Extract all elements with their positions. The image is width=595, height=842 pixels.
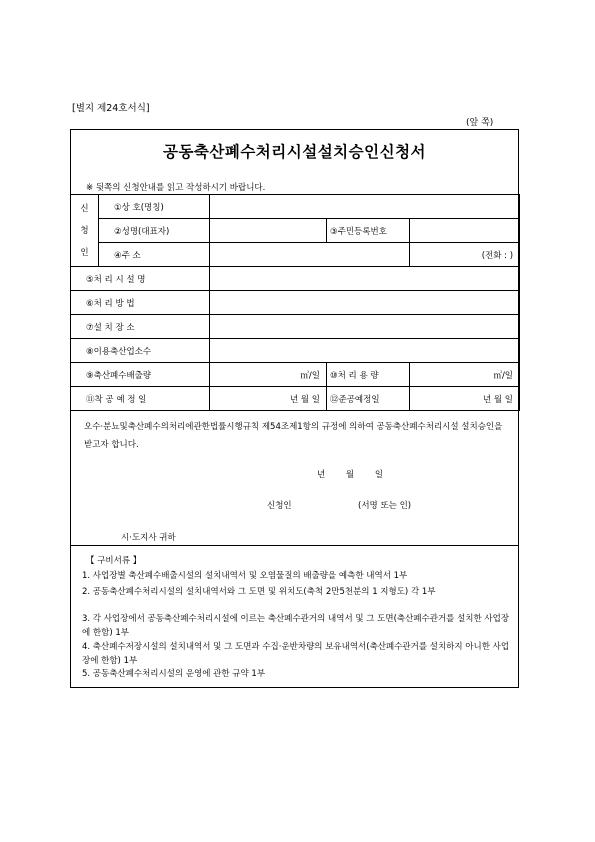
required-doc-item: 1. 사업장별 축산폐수배출시설의 설치내역서 및 오염물질의 배출량을 예측한 내역서 1부 xyxy=(82,571,408,581)
address-label: ④주 소 xyxy=(99,243,210,267)
location-field[interactable] xyxy=(210,315,520,339)
start-date-field[interactable]: 년 월 일 xyxy=(210,387,327,411)
complete-date-field[interactable]: 년 월 일 xyxy=(410,387,520,411)
resident-number-field[interactable] xyxy=(410,219,520,243)
applicant-label: 신청인 xyxy=(267,501,292,511)
start-date-label: ⑪착 공 예 정 일 xyxy=(71,387,210,411)
farms-label: ⑧이용축산업소수 xyxy=(71,339,210,363)
applicant-group-label xyxy=(71,195,99,267)
row-trade-name xyxy=(71,195,520,219)
row-representative xyxy=(71,219,520,243)
application-table xyxy=(70,194,520,411)
row-address xyxy=(71,243,520,267)
method-label: ⑥처 리 방 법 xyxy=(71,291,210,315)
location-label: ⑦설 치 장 소 xyxy=(71,315,210,339)
notice-text: ※ 뒷쪽의 신청안내를 읽고 작성하시기 바랍니다. xyxy=(86,183,266,193)
required-doc-item: 4. 축산폐수저장시설의 설치내역서 및 그 도면과 수집·운반차량의 보유내역서(축산폐수관거를 설치하지 아니한 사업장에 한함) 1부 xyxy=(82,642,510,666)
applicant-group-char: 청 xyxy=(80,225,89,236)
form-title: 공동축산폐수처리시설설치승인신청서 xyxy=(162,143,427,161)
row-location xyxy=(71,315,520,339)
row-dates xyxy=(71,387,520,411)
trade-name-label: ①상 호(명칭) xyxy=(99,195,210,219)
wastewater-field[interactable]: ㎥/일 xyxy=(210,363,327,387)
row-method xyxy=(71,291,520,315)
required-doc-item: 5. 공동축산폐수처리시설의 운영에 관한 규약 1부 xyxy=(82,669,266,679)
form-number-label: [별지 제24호서식] xyxy=(72,103,150,114)
phone-field[interactable]: (전화 : ) xyxy=(410,243,520,267)
capacity-field[interactable]: ㎥/일 xyxy=(410,363,520,387)
capacity-label: ⑩처 리 용 량 xyxy=(327,363,410,387)
farms-field[interactable] xyxy=(210,339,520,363)
application-date[interactable]: 년 월 일 xyxy=(317,470,384,480)
section-divider xyxy=(70,545,519,546)
method-field[interactable] xyxy=(210,291,520,315)
address-field[interactable] xyxy=(210,243,410,267)
representative-label: ②성명(대표자) xyxy=(99,219,210,243)
required-docs-header: 【 구비서류 】 xyxy=(86,556,142,566)
row-farms xyxy=(71,339,520,363)
representative-field[interactable] xyxy=(210,219,327,243)
trade-name-field[interactable] xyxy=(210,195,520,219)
resident-number-label: ③주민등록번호 xyxy=(327,219,410,243)
row-wastewater xyxy=(71,363,520,387)
applicant-group-char: 인 xyxy=(80,247,89,258)
row-facility-name xyxy=(71,267,520,291)
applicant-group-char: 신 xyxy=(80,203,89,214)
required-doc-item: 2. 공동축산폐수처리시설의 설치내역서와 그 도면 및 위치도(축척 2만5천분의 1 지형도) 각 1부 xyxy=(82,587,436,597)
wastewater-label: ⑨축산폐수배출량 xyxy=(71,363,210,387)
facility-name-field[interactable] xyxy=(210,267,520,291)
signature-label[interactable]: (서명 또는 인) xyxy=(358,501,412,511)
complete-date-label: ⑫준공예정일 xyxy=(327,387,410,411)
facility-name-label: ⑤처 리 시 설 명 xyxy=(71,267,210,291)
recipient-label: 시·도지사 귀하 xyxy=(121,533,176,543)
page-side-label: (앞 쪽) xyxy=(466,118,494,128)
application-statement: 오수·분뇨및축산폐수의처리에관한법률시행규칙 제54조제1항의 규정에 의하여 공동축산폐수처리시설 설치승인을 받고자 합니다. xyxy=(84,422,503,450)
required-doc-item: 3. 각 사업장에서 공동축산폐수처리시설에 이르는 축산폐수관거의 내역서 및 그 도면(축산폐수관거를 설치한 사업장에 한함) 1부 xyxy=(82,614,510,638)
